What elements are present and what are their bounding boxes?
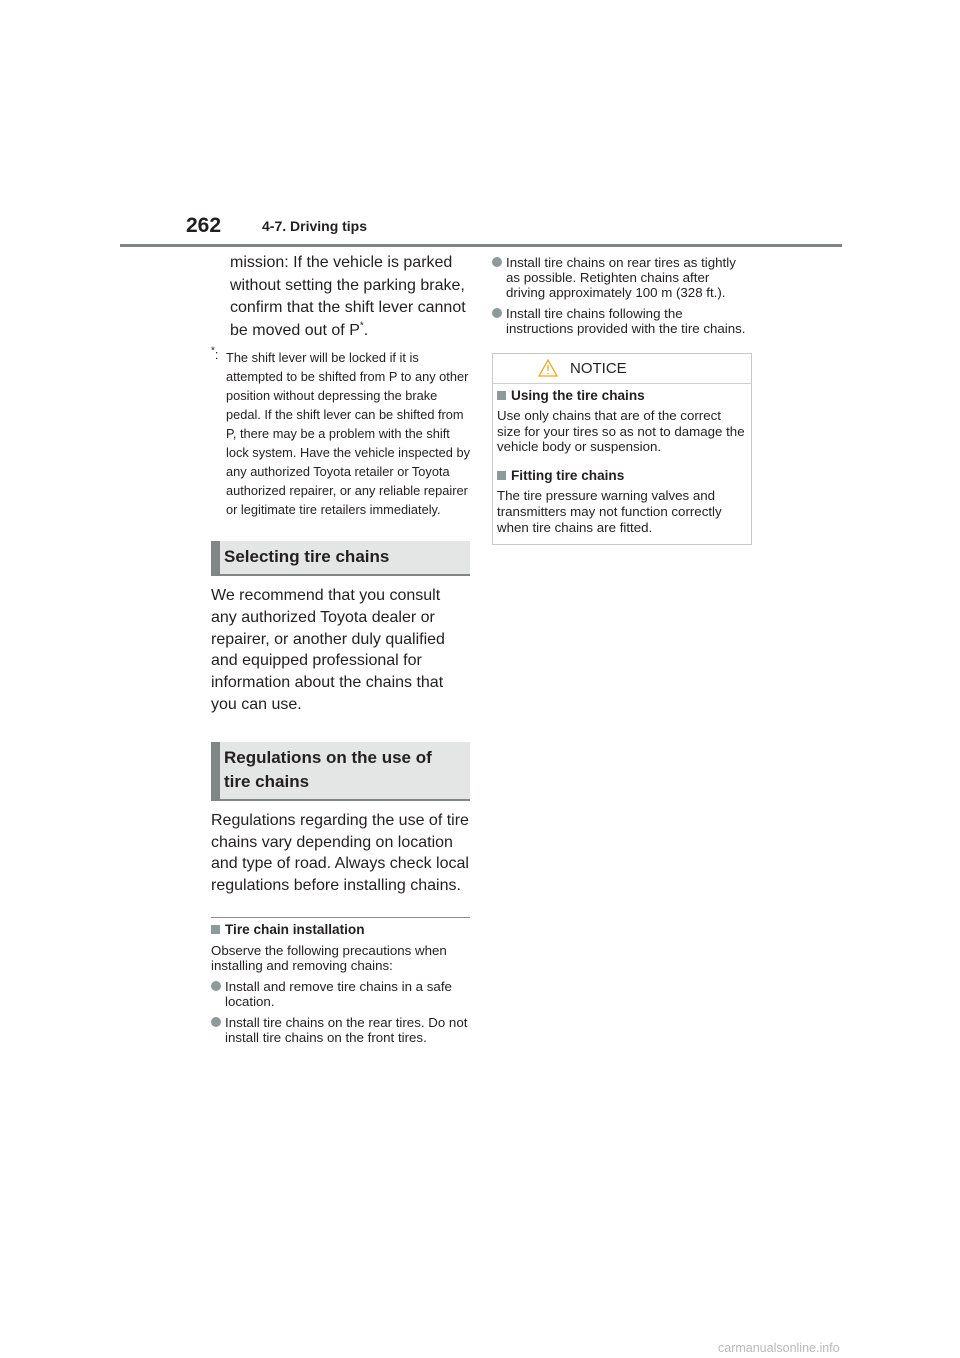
list-item: Install and remove tire chains in a safe location. bbox=[211, 979, 470, 1009]
selecting-paragraph: We recommend that you consult any authorized Toyota dealer or repairer, or another duly qualified and equipped professional for information about the chains that you can use. bbox=[211, 587, 445, 713]
circle-bullet-icon bbox=[211, 1017, 221, 1027]
watermark: carmanualsonline.info bbox=[718, 1341, 840, 1355]
notice-paragraph-fitting: The tire pressure warning valves and transmitters may not function correctly when tire chains are fitted. bbox=[497, 488, 722, 535]
circle-bullet-icon bbox=[492, 257, 502, 267]
notice-box bbox=[492, 353, 752, 545]
section-title: 4-7. Driving tips bbox=[262, 218, 368, 234]
caution-triangle-icon bbox=[538, 359, 558, 377]
list-item: Install tire chains on the rear tires. Do not install tire chains on the front tires. bbox=[211, 1015, 470, 1045]
right-column bbox=[492, 255, 752, 545]
page-number: 262 bbox=[186, 214, 222, 237]
subheading-tire-chain-installation: Tire chain installation bbox=[211, 921, 470, 939]
continued-paragraph: mission: If the vehicle is parked without setting the parking brake, confirm that the shift lever cannot be moved out of P*. bbox=[230, 254, 466, 339]
heading-selecting-tire-chains: Selecting tire chains bbox=[211, 541, 470, 576]
notice-body bbox=[493, 384, 751, 544]
notice-paragraph-using: Use only chains that are of the correct size for your tires so as not to damage the vehicle body or suspension. bbox=[497, 408, 745, 455]
heading-regulations: Regulations on the use of tire chains bbox=[211, 742, 470, 801]
circle-bullet-icon bbox=[492, 308, 502, 318]
square-bullet-icon bbox=[211, 925, 220, 934]
notice-subheading-using: Using the tire chains bbox=[497, 387, 747, 405]
subsection-rule bbox=[211, 917, 470, 918]
header-rule bbox=[120, 244, 842, 247]
list-item: Install tire chains on rear tires as tightly as possible. Retighten chains after driving approximately 100 m (328 ft.). bbox=[492, 255, 752, 300]
footnote-ref: * bbox=[359, 320, 364, 332]
regulations-paragraph: Regulations regarding the use of tire chains vary depending on location and type of road. Always check local regulations before installing chains. bbox=[211, 811, 469, 895]
continued-text: mission: If the vehicle is parked without setting the parking brake, confirm that the shift lever cannot be moved out of P bbox=[230, 254, 466, 339]
square-bullet-icon bbox=[497, 471, 506, 480]
circle-bullet-icon bbox=[211, 981, 221, 991]
notice-subheading-fitting: Fitting tire chains bbox=[497, 467, 747, 485]
footnote-text: The shift lever will be locked if it is attempted to be shifted from P to any other position without depressing the brake pedal. If the shift lever can be shifted from P, there may be a problem with the shift lock system. Have the vehicle inspected by any authorized Toyota retailer or Toyota authorized repairer, or any reliable repairer or legitimate tire retailers immediately. bbox=[226, 350, 470, 517]
square-bullet-icon bbox=[497, 391, 506, 400]
footnote bbox=[211, 345, 470, 519]
footnote-mark: *: bbox=[211, 345, 219, 362]
installation-intro: Observe the following precautions when installing and removing chains: bbox=[211, 942, 447, 973]
notice-title: NOTICE bbox=[570, 360, 627, 377]
list-item: Install tire chains following the instructions provided with the tire chains. bbox=[492, 306, 752, 336]
left-column bbox=[211, 252, 470, 1045]
notice-header bbox=[493, 354, 751, 384]
